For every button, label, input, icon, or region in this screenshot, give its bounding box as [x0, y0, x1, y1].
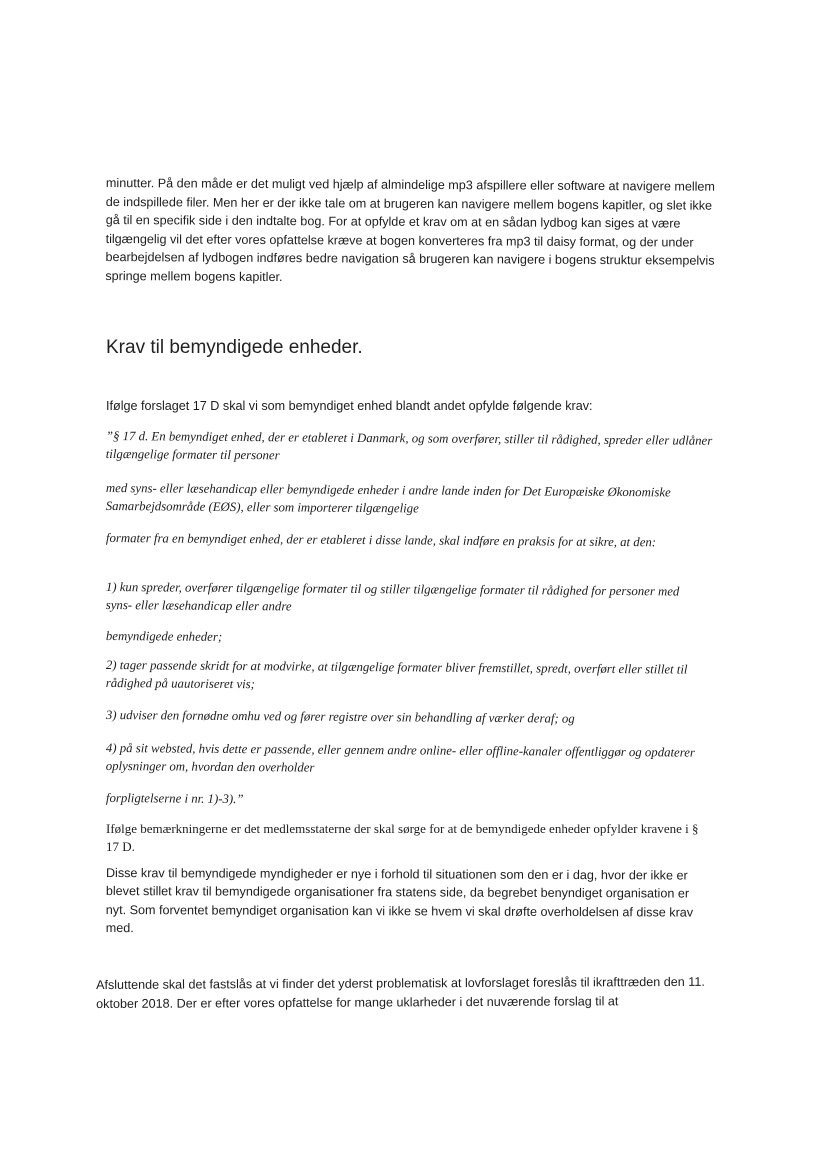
quote-paragraph: med syns- eller læsehandicap eller bemyndigede enheder i andre lande inden for Det Europæiske Økonomiske Samarbejdsområde (EØS), eller som importerer tilgængelige	[105, 480, 671, 516]
new-requirements-paragraph: Disse krav til bemyndigede myndigheder er nye i forhold til situationen som den er i dag, hvor der ikke er blevet stillet krav til bemyndigede organisationer fra statens side, da begrebet benyndiget organisation er nyt. Som forventet bemyndiget organisation kan vi ikke se hvem vi skal drøfte overholdelsen af disse krav med.	[105, 866, 694, 936]
lead-paragraph: Ifølge forslaget 17 D skal vi som bemyndiget enhed blandt andet opfylde følgende krav:	[106, 399, 593, 413]
quote-paragraph: ”§ 17 d. En bemyndiget enhed, der er etableret i Danmark, og som overfører, stiller til rådighed, spreder eller udlåner tilgængelige formater til personer	[105, 428, 713, 463]
quote-item-4: 4) på sit websted, hvis dette er passende, eller gennem andre online- eller offline-kanaler offentliggør og opdaterer oplysninger om, hvordan den overholder	[105, 740, 695, 775]
quote-item-3: 3) udviser den fornødne omhu ved og fører registre over sin behandling af værker deraf; og	[105, 707, 575, 726]
quote-paragraph: formater fra en bemyndiget enhed, der er etableret i disse lande, skal indføre en praksis for at sikre, at den:	[105, 530, 657, 550]
quote-item-1: 1) kun spreder, overfører tilgængelige formater til og stiller tilgængelige formater til rådighed for personer med syns- eller læsehandicap eller andre	[105, 579, 680, 614]
remarks-paragraph: Ifølge bemærkningerne er det medlemsstaterne der skal sørge for at de bemyndigede enheder opfylder kravene i § 17 D.	[106, 821, 699, 854]
intro-paragraph: minutter. På den måde er det muligt ved hjælp af almindelige mp3 afspillere eller software at navigere mellem de indspillede filer. Men her er der ikke tale om at brugeren kan navigere mellem bogens kapitler, og slet ikke gå til en specifik side i den indtalte bog. For at opfylde et krav om at en sådan lydbog kan siges at være tilgængelig vil det efter vores opfattelse kræve at bogen konverteres fra mp3 til daisy format, og der under bearbejdelsen af lydbogen indføres bedre navigation så brugeren kan navigere i bogens struktur eksempelvis springe mellem bogens kapitler.	[105, 175, 715, 285]
closing-paragraph: Afsluttende skal det fastslås at vi finder det yderst problematisk at lovforslaget foreslås til ikrafttræden den 11. oktober 2018. Der er efter vores opfattelse for mange uklarheder i det nuværende forslag til at	[96, 974, 705, 1011]
quote-item-2: 2) tager passende skridt for at modvirke, at tilgængelige formater bliver fremstillet, spredt, overført eller stillet til rådighed på uautoriseret vis;	[105, 657, 688, 692]
quote-item-4-continued: forpligtelserne i nr. 1)-3).”	[105, 790, 244, 807]
quote-item-1-continued: bemyndigede enheder;	[105, 628, 223, 644]
section-heading: Krav til bemyndigede enheder.	[106, 337, 363, 358]
